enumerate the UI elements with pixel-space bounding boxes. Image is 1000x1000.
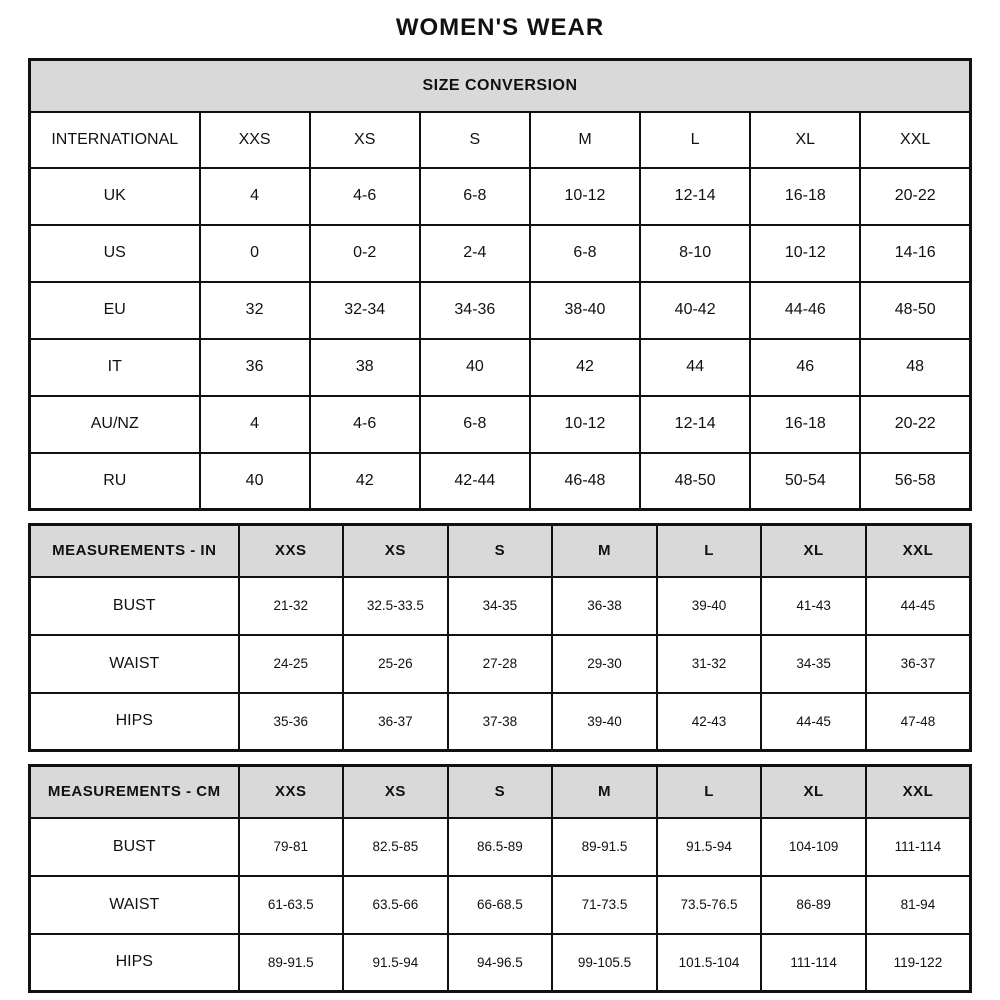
- cell: 48-50: [860, 282, 970, 339]
- cell: 82.5-85: [343, 818, 448, 876]
- cell: 39-40: [552, 693, 657, 751]
- cell: 36-37: [343, 693, 448, 751]
- cell: 34-35: [448, 577, 553, 635]
- cell: 20-22: [860, 396, 970, 453]
- cell: 32.5-33.5: [343, 577, 448, 635]
- column-header-international: INTERNATIONAL: [30, 112, 200, 168]
- row-label-ru: RU: [30, 453, 200, 510]
- cell: 86-89: [761, 876, 866, 934]
- cell: 4-6: [310, 396, 420, 453]
- cell: 4: [200, 396, 310, 453]
- cell: 34-35: [761, 635, 866, 693]
- cell: 35-36: [239, 693, 344, 751]
- column-header-xxs: XXS: [239, 525, 344, 577]
- cell: 8-10: [640, 225, 750, 282]
- row-label-eu: EU: [30, 282, 200, 339]
- cell: 38: [310, 339, 420, 396]
- cell: 40: [200, 453, 310, 510]
- column-header-l: L: [657, 525, 762, 577]
- size-conversion-column-header-row: [30, 112, 971, 168]
- cell: 32: [200, 282, 310, 339]
- measurements-in-table: [28, 523, 972, 752]
- cell: 104-109: [761, 818, 866, 876]
- cell: 36-37: [866, 635, 971, 693]
- cell: 0: [200, 225, 310, 282]
- cell: 34-36: [420, 282, 530, 339]
- cell: 42: [310, 453, 420, 510]
- cell: 44-45: [866, 577, 971, 635]
- table-row-waist-cm: [30, 876, 971, 934]
- column-header-l: L: [657, 766, 762, 818]
- cell: 0-2: [310, 225, 420, 282]
- cell: 81-94: [866, 876, 971, 934]
- column-header-xs: XS: [343, 766, 448, 818]
- column-header-xxl: XXL: [860, 112, 970, 168]
- row-label-it: IT: [30, 339, 200, 396]
- cell: 2-4: [420, 225, 530, 282]
- table-row-aunz: [30, 396, 971, 453]
- cell: 73.5-76.5: [657, 876, 762, 934]
- measurements-in-title: MEASUREMENTS - IN: [30, 525, 239, 577]
- column-header-xl: XL: [750, 112, 860, 168]
- measurements-in-header-row: [30, 525, 971, 577]
- table-row-bust-cm: [30, 818, 971, 876]
- column-header-xl: XL: [761, 525, 866, 577]
- cell: 16-18: [750, 396, 860, 453]
- cell: 42: [530, 339, 640, 396]
- column-header-m: M: [530, 112, 640, 168]
- column-header-xs: XS: [343, 525, 448, 577]
- cell: 63.5-66: [343, 876, 448, 934]
- table-row-waist-in: [30, 635, 971, 693]
- cell: 91.5-94: [343, 934, 448, 992]
- column-header-xxl: XXL: [866, 525, 971, 577]
- row-label-aunz: AU/NZ: [30, 396, 200, 453]
- cell: 16-18: [750, 168, 860, 225]
- cell: 86.5-89: [448, 818, 553, 876]
- column-header-s: S: [448, 525, 553, 577]
- cell: 38-40: [530, 282, 640, 339]
- cell: 10-12: [530, 168, 640, 225]
- measurements-cm-title: MEASUREMENTS - CM: [30, 766, 239, 818]
- measurements-cm-table: [28, 764, 972, 993]
- cell: 44-46: [750, 282, 860, 339]
- cell: 41-43: [761, 577, 866, 635]
- cell: 91.5-94: [657, 818, 762, 876]
- cell: 6-8: [420, 168, 530, 225]
- cell: 111-114: [866, 818, 971, 876]
- column-header-m: M: [552, 525, 657, 577]
- cell: 47-48: [866, 693, 971, 751]
- cell: 6-8: [530, 225, 640, 282]
- row-label-hips: HIPS: [30, 934, 239, 992]
- table-row-hips-cm: [30, 934, 971, 992]
- size-conversion-table: [28, 58, 972, 511]
- cell: 46-48: [530, 453, 640, 510]
- table-row-ru: [30, 453, 971, 510]
- cell: 36: [200, 339, 310, 396]
- cell: 27-28: [448, 635, 553, 693]
- cell: 12-14: [640, 396, 750, 453]
- column-header-xxl: XXL: [866, 766, 971, 818]
- column-header-xl: XL: [761, 766, 866, 818]
- cell: 111-114: [761, 934, 866, 992]
- cell: 37-38: [448, 693, 553, 751]
- cell: 10-12: [750, 225, 860, 282]
- cell: 32-34: [310, 282, 420, 339]
- cell: 44-45: [761, 693, 866, 751]
- cell: 4: [200, 168, 310, 225]
- column-header-xxs: XXS: [200, 112, 310, 168]
- cell: 48-50: [640, 453, 750, 510]
- table-row-eu: [30, 282, 971, 339]
- cell: 46: [750, 339, 860, 396]
- row-label-us: US: [30, 225, 200, 282]
- cell: 39-40: [657, 577, 762, 635]
- row-label-waist: WAIST: [30, 876, 239, 934]
- cell: 10-12: [530, 396, 640, 453]
- column-header-m: M: [552, 766, 657, 818]
- cell: 24-25: [239, 635, 344, 693]
- row-label-uk: UK: [30, 168, 200, 225]
- column-header-xs: XS: [310, 112, 420, 168]
- column-header-xxs: XXS: [239, 766, 344, 818]
- cell: 89-91.5: [239, 934, 344, 992]
- row-label-bust: BUST: [30, 577, 239, 635]
- cell: 48: [860, 339, 970, 396]
- cell: 21-32: [239, 577, 344, 635]
- cell: 20-22: [860, 168, 970, 225]
- cell: 56-58: [860, 453, 970, 510]
- cell: 66-68.5: [448, 876, 553, 934]
- page-title: WOMEN'S WEAR: [395, 14, 605, 41]
- table-row-uk: [30, 168, 971, 225]
- row-label-bust: BUST: [30, 818, 239, 876]
- row-label-waist: WAIST: [30, 635, 239, 693]
- measurements-cm-header-row: [30, 766, 971, 818]
- cell: 12-14: [640, 168, 750, 225]
- cell: 31-32: [657, 635, 762, 693]
- cell: 61-63.5: [239, 876, 344, 934]
- table-row-us: [30, 225, 971, 282]
- cell: 44: [640, 339, 750, 396]
- cell: 101.5-104: [657, 934, 762, 992]
- size-conversion-title-row: [30, 60, 971, 112]
- row-label-hips: HIPS: [30, 693, 239, 751]
- cell: 50-54: [750, 453, 860, 510]
- table-row-it: [30, 339, 971, 396]
- cell: 36-38: [552, 577, 657, 635]
- cell: 71-73.5: [552, 876, 657, 934]
- size-conversion-title: SIZE CONVERSION: [30, 60, 971, 112]
- table-row-bust-in: [30, 577, 971, 635]
- column-header-s: S: [420, 112, 530, 168]
- cell: 42-44: [420, 453, 530, 510]
- column-header-l: L: [640, 112, 750, 168]
- table-row-hips-in: [30, 693, 971, 751]
- cell: 99-105.5: [552, 934, 657, 992]
- column-header-s: S: [448, 766, 553, 818]
- cell: 14-16: [860, 225, 970, 282]
- cell: 79-81: [239, 818, 344, 876]
- cell: 94-96.5: [448, 934, 553, 992]
- cell: 42-43: [657, 693, 762, 751]
- cell: 119-122: [866, 934, 971, 992]
- cell: 6-8: [420, 396, 530, 453]
- cell: 40-42: [640, 282, 750, 339]
- cell: 29-30: [552, 635, 657, 693]
- cell: 4-6: [310, 168, 420, 225]
- cell: 40: [420, 339, 530, 396]
- cell: 89-91.5: [552, 818, 657, 876]
- cell: 25-26: [343, 635, 448, 693]
